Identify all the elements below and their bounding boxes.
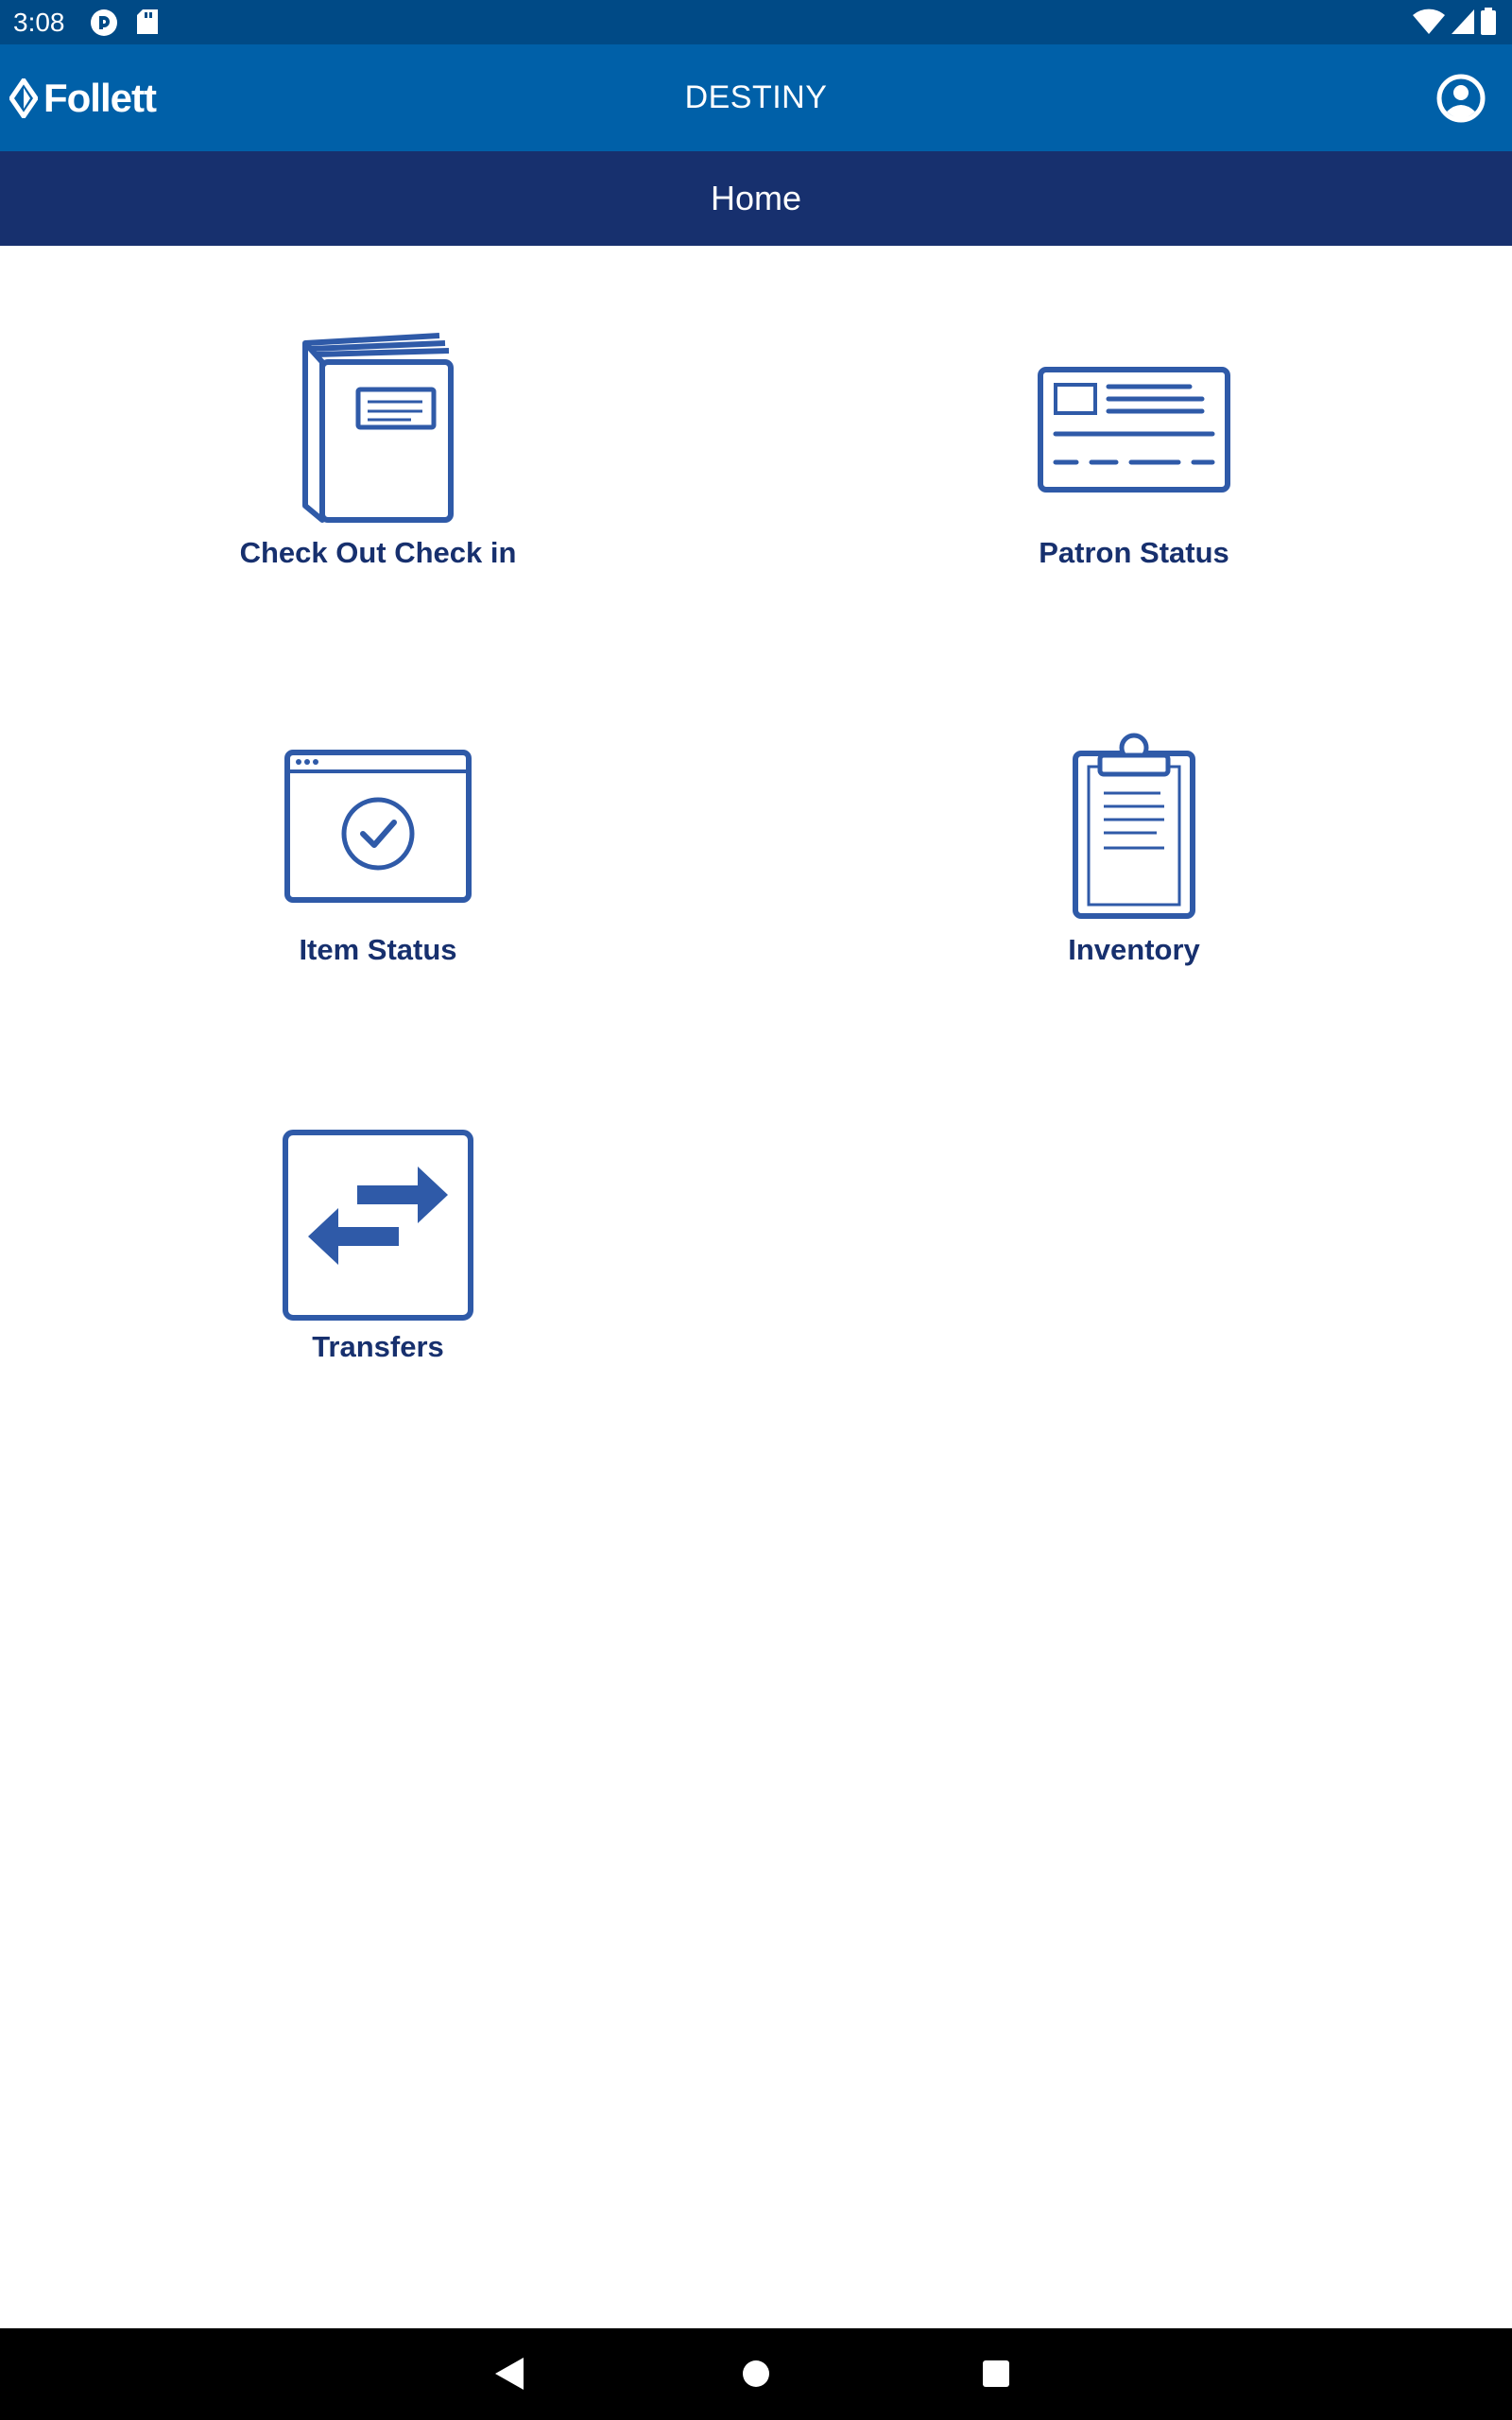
- account-button[interactable]: [1436, 74, 1486, 123]
- back-icon: [493, 2356, 527, 2392]
- transfers-tile[interactable]: [132, 1120, 624, 1404]
- signal-icon: [1450, 8, 1476, 41]
- patron-status-tile[interactable]: [888, 326, 1380, 610]
- account-circle-icon: [1436, 74, 1486, 123]
- app-bar: [0, 44, 1512, 151]
- wifi-icon: [1412, 8, 1446, 41]
- transfer-arrows-icon: [282, 1129, 474, 1322]
- tile-label: Item Status: [299, 933, 457, 966]
- tile-label: Transfers: [312, 1330, 444, 1363]
- status-bar: [0, 0, 1512, 44]
- page-title: Home: [0, 151, 1512, 246]
- recents-button[interactable]: [982, 2360, 1010, 2393]
- tile-label: Inventory: [1068, 933, 1200, 966]
- home-icon: [742, 2360, 770, 2388]
- id-card-icon: [1037, 366, 1231, 498]
- mobile-data-icon: [89, 8, 119, 43]
- battery-icon: [1480, 8, 1497, 41]
- logo-text: Follett: [43, 76, 156, 120]
- tile-label: Check Out Check in: [239, 536, 517, 569]
- window-check-icon: [284, 749, 472, 904]
- recents-icon: [982, 2360, 1010, 2388]
- book-icon: [298, 326, 458, 525]
- inventory-tile[interactable]: [888, 723, 1380, 1007]
- app-title: DESTINY: [684, 79, 828, 115]
- clipboard-icon: [1072, 731, 1196, 920]
- home-button[interactable]: [742, 2360, 770, 2393]
- checkout-checkin-tile[interactable]: [132, 326, 624, 610]
- tile-label: Patron Status: [1039, 536, 1229, 569]
- status-time: 3:08: [13, 8, 65, 37]
- system-nav-bar: [0, 2328, 1512, 2420]
- sd-card-icon: [135, 8, 160, 41]
- back-button[interactable]: [493, 2356, 527, 2396]
- item-status-tile[interactable]: [132, 723, 624, 1007]
